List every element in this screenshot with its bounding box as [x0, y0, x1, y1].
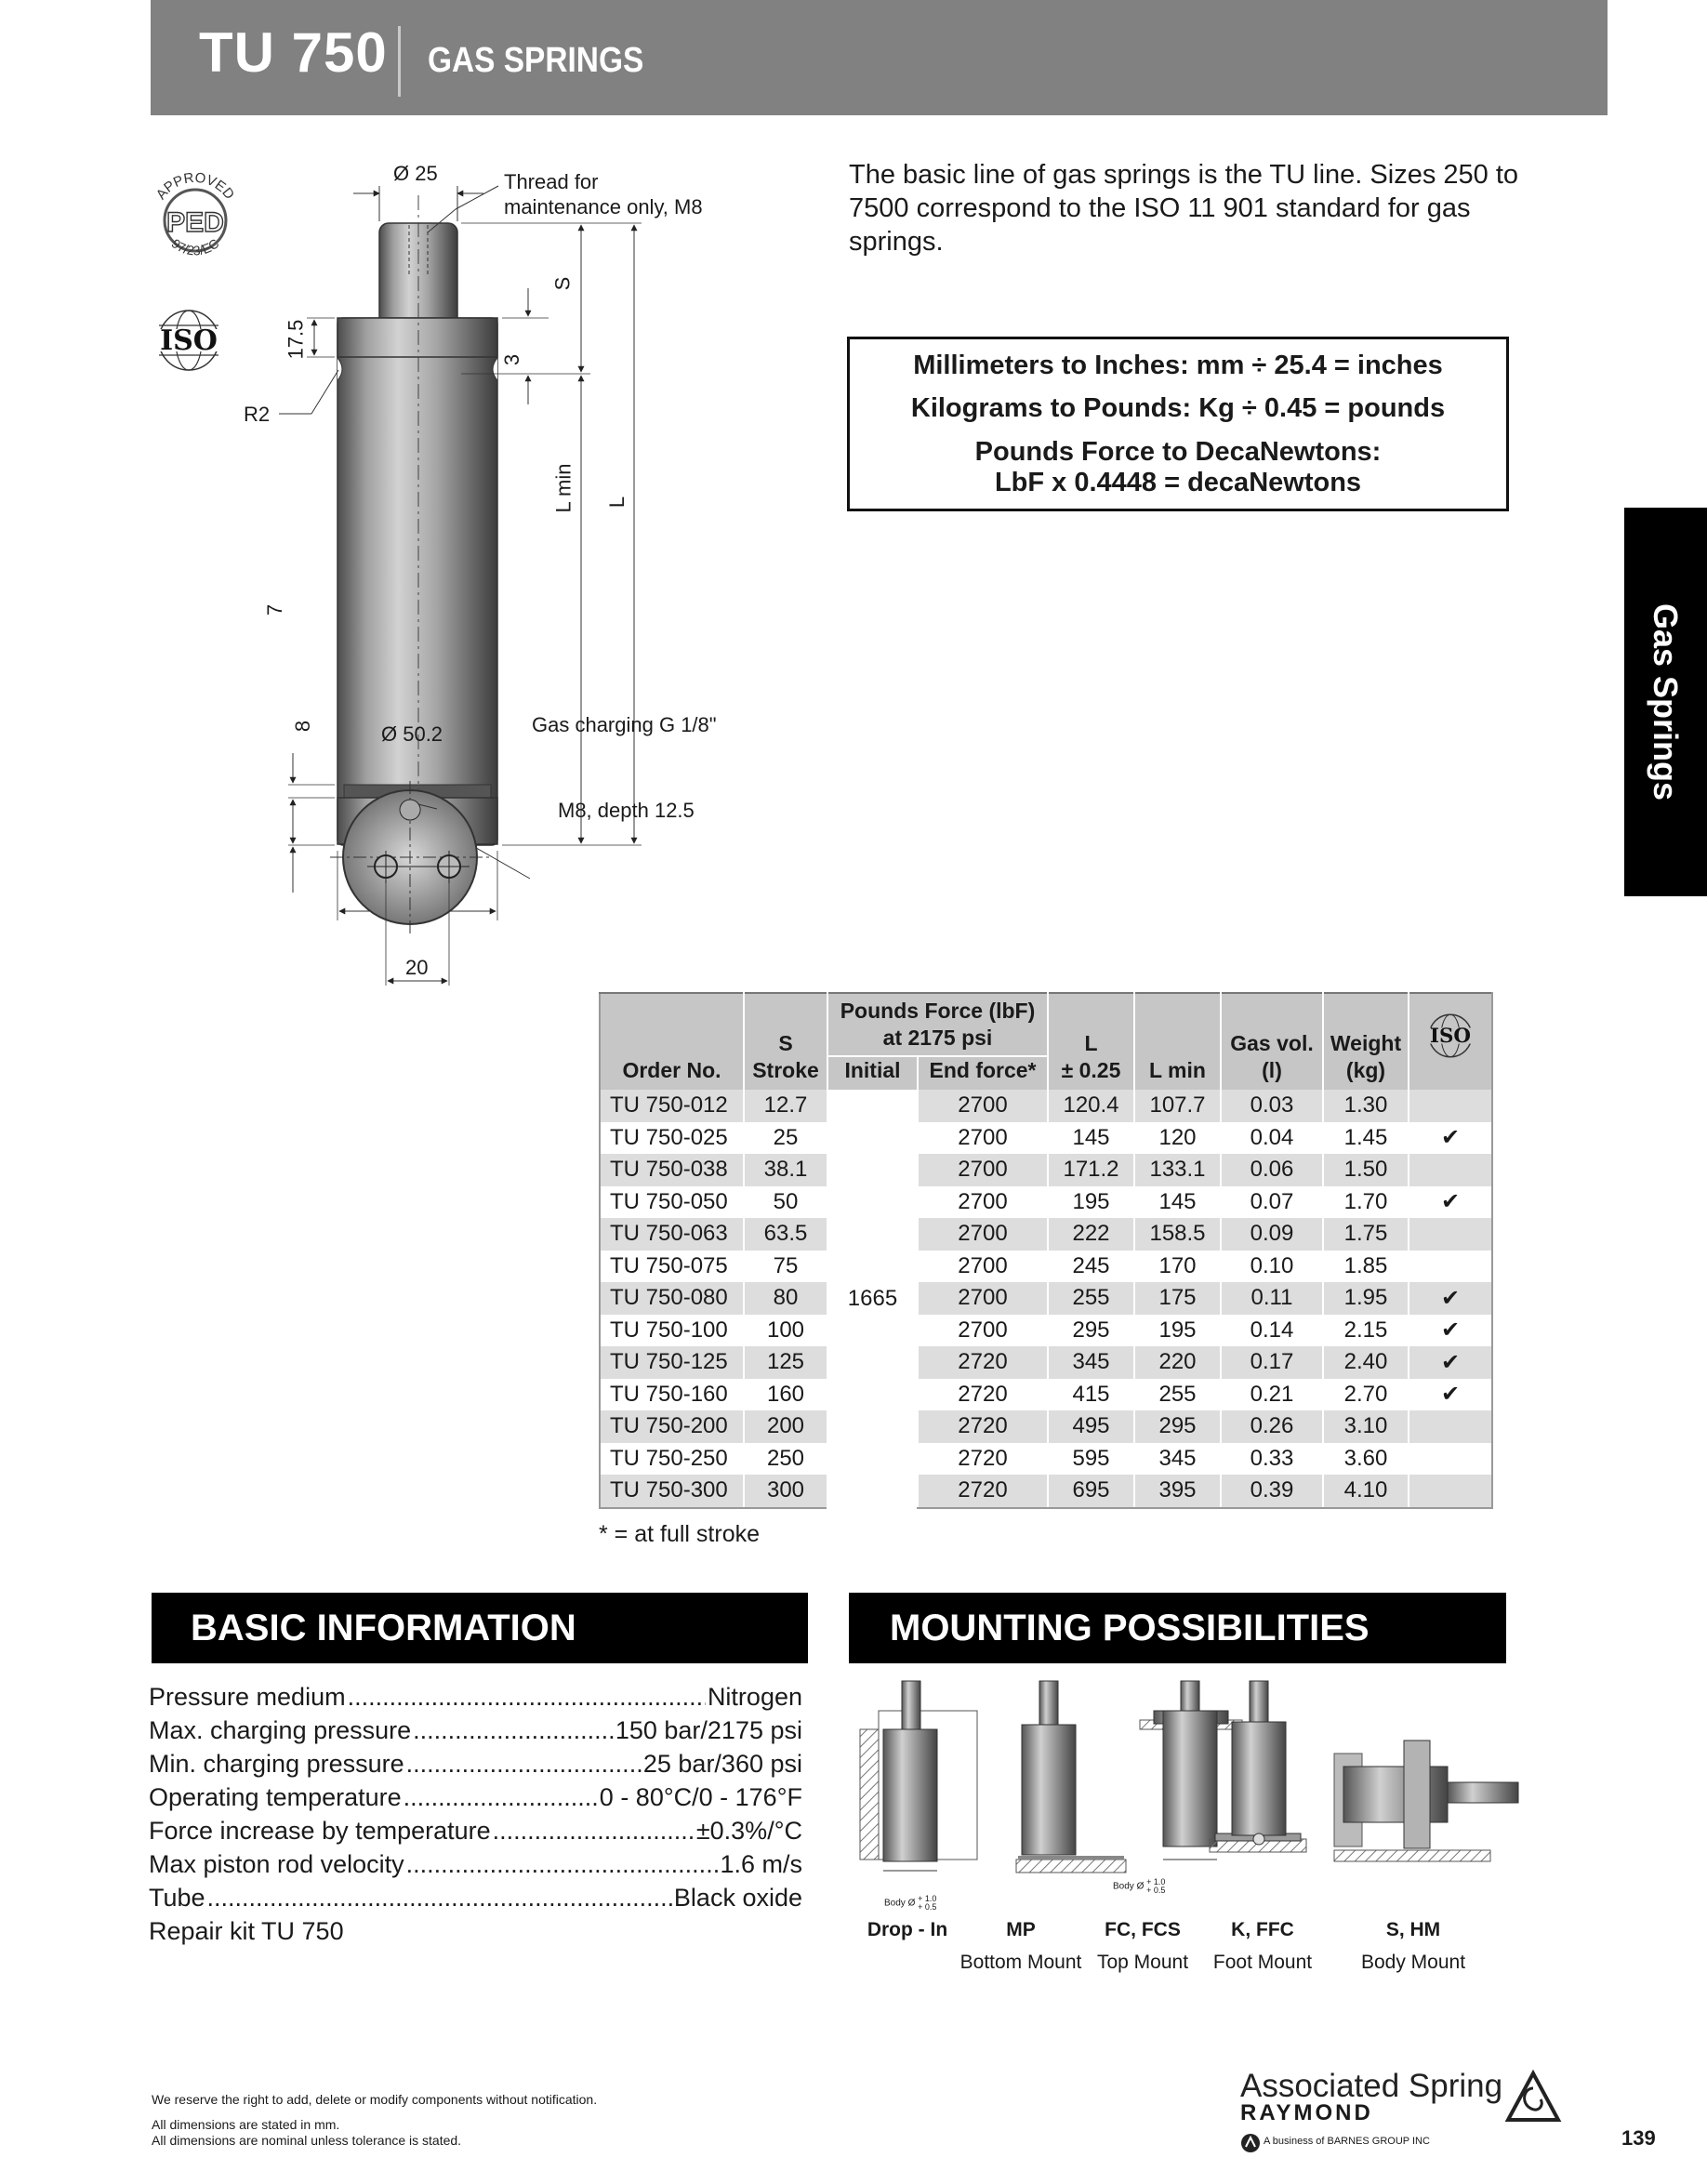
- cell-end-force: 2700: [918, 1122, 1048, 1155]
- table-row: [600, 1186, 1492, 1219]
- rod-diameter-label: Ø 25: [393, 162, 438, 185]
- drop-in-tol-sup: + 1.0: [918, 1894, 937, 1903]
- table-row: [600, 1122, 1492, 1155]
- intro-text: The basic line of gas springs is the TU line. Sizes 250 to 7500 correspond to the ISO 11 901 standard for gas springs.: [849, 160, 1519, 257]
- cell-length: 415: [1048, 1379, 1134, 1411]
- cell-length: 255: [1048, 1282, 1134, 1315]
- cell-iso: ✔: [1409, 1122, 1492, 1155]
- col-order-no: Order No.: [600, 993, 744, 1090]
- basic-info-label: Tube: [149, 1884, 205, 1912]
- col-iso: [1409, 993, 1492, 1090]
- mounting-diagrams-right: [1195, 1674, 1548, 1906]
- mount-k-code: K, FFC: [1231, 1919, 1294, 1940]
- cell-end-force: 2700: [918, 1154, 1048, 1186]
- cell-gas-vol: 0.39: [1221, 1475, 1323, 1508]
- cell-iso: ✔: [1409, 1186, 1492, 1219]
- thread-note-line2: maintenance only, M8: [504, 195, 703, 218]
- drop-in-tol-sub: + 0.5: [918, 1902, 937, 1912]
- brand-logo-icon: [1504, 2070, 1562, 2124]
- cell-order-no: TU 750-063: [600, 1218, 744, 1251]
- basic-info-label: Min. charging pressure: [149, 1750, 404, 1778]
- cell-order-no: TU 750-125: [600, 1346, 744, 1379]
- basic-info-label: Max piston rod velocity: [149, 1850, 404, 1878]
- spec-table: [599, 992, 1493, 1509]
- basic-info-label: Operating temperature: [149, 1783, 402, 1811]
- cell-length: 495: [1048, 1410, 1134, 1443]
- cell-weight: 2.70: [1323, 1379, 1409, 1411]
- footer-note-tolerance: All dimensions are nominal unless tolerance is stated.: [152, 2133, 462, 2148]
- cell-gas-vol: 0.09: [1221, 1218, 1323, 1251]
- cell-order-no: TU 750-300: [600, 1475, 744, 1508]
- cell-weight: 1.50: [1323, 1154, 1409, 1186]
- cell-order-no: TU 750-250: [600, 1443, 744, 1476]
- dim-7-label: 7: [263, 603, 287, 616]
- cell-weight: 3.60: [1323, 1443, 1409, 1476]
- ped-approved-badge: [144, 163, 246, 279]
- mount-s-desc: Body Mount: [1360, 1952, 1466, 1973]
- table-row: [600, 1410, 1492, 1443]
- s-hm-diagram: [1334, 1741, 1518, 1861]
- mount-fc-code: FC, FCS: [1105, 1919, 1181, 1940]
- cell-end-force: 2720: [918, 1410, 1048, 1443]
- cell-order-no: TU 750-160: [600, 1379, 744, 1411]
- mount-fc-desc: Top Mount: [1096, 1952, 1189, 1973]
- basic-info-label: Force increase by temperature: [149, 1817, 491, 1845]
- dot-leader: [207, 1884, 672, 1913]
- cell-weight: 1.75: [1323, 1218, 1409, 1251]
- col-stroke: [744, 993, 827, 1090]
- cell-lmin: 107.7: [1134, 1090, 1221, 1122]
- cell-length: 595: [1048, 1443, 1134, 1476]
- col-stroke-bottom: Stroke: [752, 1058, 819, 1082]
- cell-iso: [1409, 1154, 1492, 1186]
- cell-gas-vol: 0.11: [1221, 1282, 1323, 1315]
- cell-stroke: 250: [744, 1443, 827, 1476]
- dot-leader: [348, 1683, 706, 1712]
- cell-length: 171.2: [1048, 1154, 1134, 1186]
- drop-in-diagram: [860, 1681, 977, 1871]
- dot-leader: [413, 1716, 614, 1745]
- col-group-force: [827, 993, 1048, 1056]
- table-row: [600, 1282, 1492, 1315]
- top-mount-tolerance: [1113, 1878, 1165, 1895]
- cell-order-no: TU 750-100: [600, 1315, 744, 1347]
- m8-depth-label: M8, depth 12.5: [558, 799, 695, 822]
- cell-iso: [1409, 1090, 1492, 1122]
- ped-bottom-text: 97/23/EC: [168, 235, 222, 258]
- cell-length: 145: [1048, 1122, 1134, 1155]
- conversion-kg-pounds: Kilograms to Pounds: Kg ÷ 0.45 = pounds: [910, 393, 1446, 423]
- basic-info-value: Black oxide: [673, 1884, 802, 1912]
- basic-info-value: Nitrogen: [707, 1683, 802, 1711]
- cell-end-force: 2700: [918, 1315, 1048, 1347]
- cell-stroke: 63.5: [744, 1218, 827, 1251]
- col-length-top: L: [1084, 1031, 1098, 1055]
- radius-r2-label: R2: [244, 403, 271, 426]
- ped-mid-text: PED: [166, 207, 224, 238]
- cell-end-force: 2720: [918, 1475, 1048, 1508]
- table-row: [600, 1443, 1492, 1476]
- drop-in-tolerance: [884, 1895, 936, 1912]
- cell-stroke: 75: [744, 1251, 827, 1283]
- cell-gas-vol: 0.04: [1221, 1122, 1323, 1155]
- cell-iso: [1409, 1410, 1492, 1443]
- dot-leader: [493, 1817, 695, 1846]
- basic-info-label: Repair kit TU 750: [149, 1917, 344, 1945]
- drop-in-tol-label: Body Ø: [884, 1898, 916, 1909]
- cell-lmin: 175: [1134, 1282, 1221, 1315]
- dim-17-5-label: 17.5: [284, 319, 308, 360]
- ped-top-text: APPROVED: [152, 169, 238, 203]
- cell-weight: 1.70: [1323, 1186, 1409, 1219]
- cell-gas-vol: 0.17: [1221, 1346, 1323, 1379]
- cell-weight: 4.10: [1323, 1475, 1409, 1508]
- conversion-lbf-title: Pounds Force to DecaNewtons:: [974, 437, 1382, 467]
- mount-mp-code: MP: [1006, 1919, 1036, 1940]
- basic-info-row: [149, 1716, 802, 1750]
- cell-stroke: 80: [744, 1282, 827, 1315]
- dot-leader: [406, 1750, 642, 1779]
- cell-iso: [1409, 1218, 1492, 1251]
- cell-iso: ✔: [1409, 1282, 1492, 1315]
- iso-column-text: ISO: [1430, 1025, 1471, 1049]
- svg-text:97/23/EC: [169, 235, 222, 258]
- mount-k-desc: Foot Mount: [1212, 1952, 1313, 1973]
- brand-subname: RAYMOND: [1240, 2100, 1373, 2125]
- brand-name: Associated Spring: [1240, 2068, 1503, 2104]
- dim-20-label: 20: [405, 956, 429, 979]
- cell-length: 120.4: [1048, 1090, 1134, 1122]
- cell-order-no: TU 750-080: [600, 1282, 744, 1315]
- cell-end-force: 2700: [918, 1282, 1048, 1315]
- col-lmin: L min: [1134, 993, 1221, 1090]
- cell-order-no: TU 750-038: [600, 1154, 744, 1186]
- col-length-bottom: ± 0.25: [1061, 1058, 1121, 1082]
- cell-length: 695: [1048, 1475, 1134, 1508]
- length-dim-label: L: [605, 496, 629, 509]
- cell-weight: 2.15: [1323, 1315, 1409, 1347]
- col-weight: [1323, 993, 1409, 1090]
- gas-charging-label: Gas charging G 1/8": [532, 713, 717, 736]
- cell-lmin: 295: [1134, 1410, 1221, 1443]
- cell-stroke: 125: [744, 1346, 827, 1379]
- cell-end-force: 2700: [918, 1218, 1048, 1251]
- cell-weight: 2.40: [1323, 1346, 1409, 1379]
- section-tab-label: Gas Springs: [1647, 602, 1685, 801]
- cell-weight: 1.95: [1323, 1282, 1409, 1315]
- basic-info-value: 150 bar/2175 psi: [615, 1716, 802, 1744]
- col-gas-top: Gas vol.: [1230, 1031, 1314, 1055]
- svg-text:APPROVED: [153, 170, 238, 203]
- cell-weight: 1.45: [1323, 1122, 1409, 1155]
- col-weight-top: Weight: [1330, 1031, 1402, 1055]
- stroke-dim-label: S: [550, 276, 575, 291]
- cell-length: 345: [1048, 1346, 1134, 1379]
- cell-order-no: TU 750-075: [600, 1251, 744, 1283]
- spec-table-body: [600, 1090, 1492, 1508]
- footer-note-units: All dimensions are stated in mm.: [152, 2117, 340, 2132]
- cell-initial-force: 1665: [827, 1090, 918, 1508]
- cell-end-force: 2720: [918, 1379, 1048, 1411]
- basic-info-row: [149, 1750, 802, 1783]
- cell-stroke: 300: [744, 1475, 827, 1508]
- cell-stroke: 12.7: [744, 1090, 827, 1122]
- basic-info-list: [149, 1683, 802, 1951]
- cell-gas-vol: 0.33: [1221, 1443, 1323, 1476]
- cell-length: 222: [1048, 1218, 1134, 1251]
- basic-info-value: ±0.3%/°C: [695, 1817, 802, 1845]
- cell-lmin: 220: [1134, 1346, 1221, 1379]
- table-footnote: * = at full stroke: [599, 1521, 760, 1547]
- table-row: [600, 1379, 1492, 1411]
- col-force-pressure: at 2175 psi: [882, 1026, 993, 1050]
- cell-iso: [1409, 1443, 1492, 1476]
- cell-lmin: 345: [1134, 1443, 1221, 1476]
- top-mount-tol-sup: + 1.0: [1146, 1877, 1166, 1886]
- cell-end-force: 2700: [918, 1090, 1048, 1122]
- col-initial-force: Initial: [827, 1056, 918, 1090]
- basic-info-row: [149, 1683, 802, 1716]
- cell-iso: ✔: [1409, 1346, 1492, 1379]
- cell-gas-vol: 0.03: [1221, 1090, 1323, 1122]
- cell-gas-vol: 0.10: [1221, 1251, 1323, 1283]
- basic-info-row: [149, 1884, 802, 1917]
- iso-column-icon: [1421, 1012, 1480, 1060]
- table-row: [600, 1346, 1492, 1379]
- body-diameter-label: Ø 50.2: [381, 722, 443, 746]
- basic-info-label: Max. charging pressure: [149, 1716, 412, 1744]
- basic-info-heading: BASIC INFORMATION: [152, 1593, 808, 1663]
- cell-order-no: TU 750-012: [600, 1090, 744, 1122]
- col-stroke-top: S: [778, 1031, 793, 1055]
- cell-weight: 1.85: [1323, 1251, 1409, 1283]
- section-tab: [1624, 508, 1707, 896]
- cell-weight: 3.10: [1323, 1410, 1409, 1443]
- dot-leader: [406, 1850, 719, 1879]
- basic-info-label: Pressure medium: [149, 1683, 346, 1711]
- basic-info-value: 0 - 80°C/0 - 176°F: [599, 1783, 802, 1811]
- cell-stroke: 100: [744, 1315, 827, 1347]
- col-length: [1048, 993, 1134, 1090]
- table-row: [600, 1315, 1492, 1347]
- dim-8-label: 8: [291, 720, 315, 733]
- table-row: [600, 1218, 1492, 1251]
- col-gas-bottom: (l): [1262, 1058, 1282, 1082]
- thread-note-line1: Thread for: [504, 170, 599, 193]
- mounting-heading: MOUNTING POSSIBILITIES: [849, 1593, 1506, 1663]
- cell-end-force: 2720: [918, 1443, 1048, 1476]
- top-mount-tol-label: Body Ø: [1113, 1881, 1145, 1892]
- mount-s-code: S, HM: [1385, 1919, 1441, 1940]
- header-divider: [398, 26, 401, 97]
- footer-note-rights: We reserve the right to add, delete or modify components without notification.: [152, 2092, 598, 2107]
- gas-spring-drawing: [242, 158, 762, 1013]
- product-category: GAS SPRINGS: [428, 41, 644, 80]
- cell-lmin: 120: [1134, 1122, 1221, 1155]
- conversion-lbf-formula: LbF x 0.4448 = decaNewtons: [994, 468, 1362, 497]
- basic-info-value: 25 bar/360 psi: [642, 1750, 802, 1778]
- cell-lmin: 133.1: [1134, 1154, 1221, 1186]
- cell-stroke: 38.1: [744, 1154, 827, 1186]
- cell-length: 245: [1048, 1251, 1134, 1283]
- cell-iso: ✔: [1409, 1379, 1492, 1411]
- conversion-mm-inches: Millimeters to Inches: mm ÷ 25.4 = inches: [913, 351, 1443, 380]
- cell-lmin: 170: [1134, 1251, 1221, 1283]
- cell-length: 195: [1048, 1186, 1134, 1219]
- cell-stroke: 25: [744, 1122, 827, 1155]
- brand-business-line: A business of BARNES GROUP INC: [1264, 2136, 1430, 2147]
- cell-stroke: 160: [744, 1379, 827, 1411]
- lmin-dim-label: L min: [551, 463, 576, 513]
- cell-end-force: 2700: [918, 1186, 1048, 1219]
- iso-logo-text: ISO: [160, 324, 218, 357]
- table-row: [600, 1475, 1492, 1508]
- col-gas-vol: [1221, 993, 1323, 1090]
- cell-gas-vol: 0.26: [1221, 1410, 1323, 1443]
- cell-stroke: 200: [744, 1410, 827, 1443]
- mount-mp-desc: Bottom Mount: [959, 1952, 1082, 1973]
- cell-lmin: 195: [1134, 1315, 1221, 1347]
- page-number: 139: [1621, 2126, 1656, 2150]
- product-model: TU 750: [199, 21, 388, 84]
- cell-stroke: 50: [744, 1186, 827, 1219]
- cell-iso: [1409, 1251, 1492, 1283]
- cell-lmin: 255: [1134, 1379, 1221, 1411]
- barnes-logo-icon: [1240, 2133, 1261, 2153]
- cell-order-no: TU 750-025: [600, 1122, 744, 1155]
- basic-info-row: [149, 1783, 802, 1817]
- table-row: [600, 1154, 1492, 1186]
- col-force-title: Pounds Force (lbF): [840, 999, 1036, 1023]
- col-weight-bottom: (kg): [1345, 1058, 1386, 1082]
- table-row: [600, 1090, 1492, 1122]
- dot-leader: [404, 1783, 598, 1812]
- basic-info-row: [149, 1850, 802, 1884]
- col-end-force: End force*: [918, 1056, 1048, 1090]
- basic-info-row: [149, 1817, 802, 1850]
- cell-weight: 1.30: [1323, 1090, 1409, 1122]
- cell-length: 295: [1048, 1315, 1134, 1347]
- cell-gas-vol: 0.06: [1221, 1154, 1323, 1186]
- basic-info-row: [149, 1917, 802, 1951]
- dim-3-label: 3: [500, 353, 524, 366]
- mp-diagram: [1016, 1681, 1126, 1873]
- conversion-box: [847, 337, 1509, 511]
- mount-drop-in-code: Drop - In: [867, 1919, 948, 1940]
- cell-order-no: TU 750-050: [600, 1186, 744, 1219]
- cell-lmin: 158.5: [1134, 1218, 1221, 1251]
- cell-end-force: 2720: [918, 1346, 1048, 1379]
- cell-order-no: TU 750-200: [600, 1410, 744, 1443]
- top-mount-tol-sub: + 0.5: [1146, 1886, 1166, 1895]
- cell-end-force: 2700: [918, 1251, 1048, 1283]
- cell-lmin: 395: [1134, 1475, 1221, 1508]
- k-ffc-diagram: [1210, 1681, 1306, 1852]
- table-row: [600, 1251, 1492, 1283]
- basic-info-value: 1.6 m/s: [720, 1850, 802, 1878]
- cell-gas-vol: 0.14: [1221, 1315, 1323, 1347]
- cell-lmin: 145: [1134, 1186, 1221, 1219]
- cell-gas-vol: 0.21: [1221, 1379, 1323, 1411]
- iso-logo: [147, 307, 231, 374]
- cell-gas-vol: 0.07: [1221, 1186, 1323, 1219]
- cell-iso: [1409, 1475, 1492, 1508]
- cell-iso: ✔: [1409, 1315, 1492, 1347]
